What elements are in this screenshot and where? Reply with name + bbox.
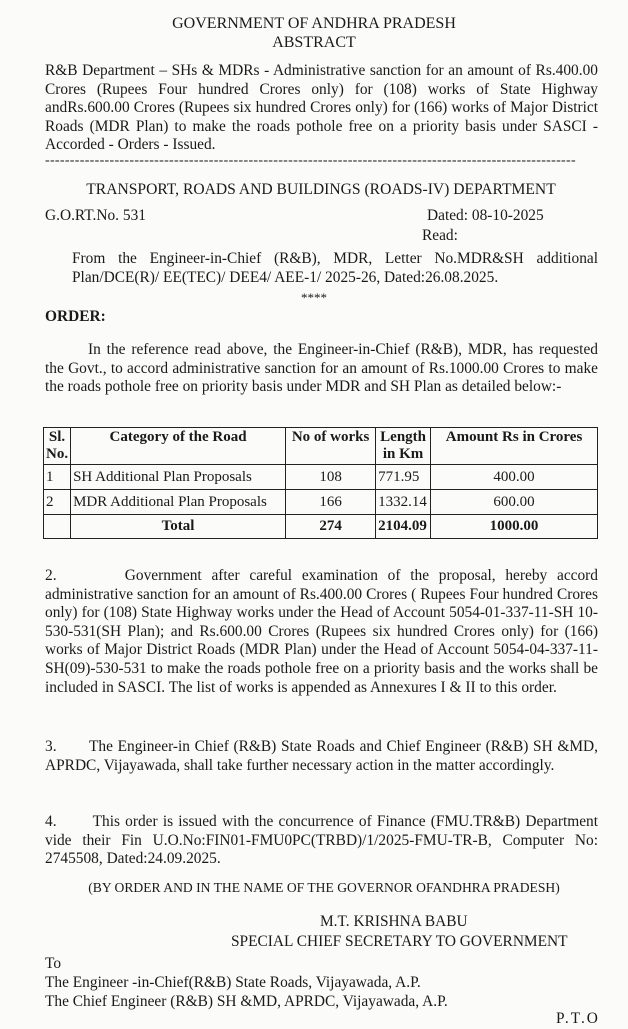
recipient-2: The Chief Engineer (R&B) SH &MD, APRDC, Vijayawada, A.P. [45,993,448,1010]
read-label: Read: [422,227,458,244]
table-header-row [44,428,598,465]
paragraph-4: 4. This order is issued with the concurrence of Finance (FMU.TR&B) Department vide their Fin U.O.No:FIN01-FMU0PC(TRBD)/1/2025-FMU-TR-B, Computer No: 2745508, Dated:24.09.2025. [45,813,602,868]
signatory-name: M.T. KRISHNA BABU [320,913,468,930]
to-label: To [45,955,62,972]
header-amount: Amount Rs in Crores [431,428,598,465]
cell-length: 1332.14 [376,490,431,515]
abstract-text: R&B Department – SHs & MDRs - Administrative sanction for an amount of Rs.400.00 Crores (Rupees Four hundred Crores only) for (108) works of State Highway andRs.600.00 Crores (Rupees six hundred Crores only) for (166) works of Major District Roads (MDR Plan) to make the roads pothole free on a priority basis under SASCI - Accorded - Orders - Issued. [45,62,598,154]
cell-length: 771.95 [376,465,431,490]
header-sl: Sl. No. [44,428,71,465]
separator-line: ----------------------------------------------------------------------------------------------------------- [45,153,576,168]
government-title: GOVERNMENT OF ANDHRA PRADESH [172,15,456,32]
cell-amount: 400.00 [431,465,598,490]
order-date: Dated: 08-10-2025 [427,207,544,224]
department-title: TRANSPORT, ROADS AND BUILDINGS (ROADS-IV) DEPARTMENT [86,181,556,198]
pto-label: P.T.O [556,1010,600,1027]
cell-works: 108 [286,465,376,490]
proposals-table [43,427,598,539]
header-category: Category of the Road [71,428,286,465]
header-length: Length in Km [376,428,431,465]
cell-sl: 1 [44,465,71,490]
cell-category: MDR Additional Plan Proposals [71,490,286,515]
total-length: 2104.09 [376,515,431,539]
cell-sl [44,515,71,539]
go-number: G.O.RT.No. 531 [45,207,146,224]
paragraph-3: 3. The Engineer-in Chief (R&B) State Roads and Chief Engineer (R&B) SH &MD, APRDC, Vijayawada, shall take further necessary action in the matter accordingly. [45,738,601,774]
signatory-title: SPECIAL CHIEF SECRETARY TO GOVERNMENT [231,933,568,950]
stars-divider: **** [301,290,327,305]
table-total-row [44,515,598,539]
paragraph-1: In the reference read above, the Engineer-in-Chief (R&B), MDR, has requested the Govt., to accord administrative sanction for an amount of Rs.1000.00 Crores to make the roads pothole free on priority basis under MDR and SH Plan as detailed below:- [45,341,598,396]
governor-line: (BY ORDER AND IN THE NAME OF THE GOVERNOR OFANDHRA PRADESH) [88,880,560,895]
cell-sl: 2 [44,490,71,515]
total-label: Total [71,515,286,539]
total-works: 274 [286,515,376,539]
table-row [44,465,598,490]
header-works: No of works [286,428,376,465]
table-row [44,490,598,515]
cell-works: 166 [286,490,376,515]
abstract-label: ABSTRACT [272,34,356,51]
recipient-1: The Engineer -in-Chief(R&B) State Roads, Vijayawada, A.P. [45,974,421,991]
order-heading: ORDER: [45,308,106,325]
cell-amount: 600.00 [431,490,598,515]
total-amount: 1000.00 [431,515,598,539]
paragraph-2: 2. Government after careful examination of the proposal, hereby accord administrative sanction for an amount of Rs.400.00 Crores ( Rupees Four hundred Crores only) for (108) State Highway works under the Head of Account 5054-01-337-11-SH 10-530-531(SH Plan); and Rs.600.00 Crores (Rupees six hundred Crores only) for (166) works of Major District Roads (MDR Plan) under the Head of Account 5054-04-337-11-SH(09)-530-531 to make the roads pothole free on a priority basis and the works shall be included in SASCI. The list of works is appended as Annexures I & II to this order. [45,567,602,696]
reference-text: From the Engineer-in-Chief (R&B), MDR, Letter No.MDR&SH additional Plan/DCE(R)/ EE(TEC)/ DEE4/ AEE-1/ 2025-26, Dated:26.08.2025. [72,250,598,286]
cell-category: SH Additional Plan Proposals [71,465,286,490]
